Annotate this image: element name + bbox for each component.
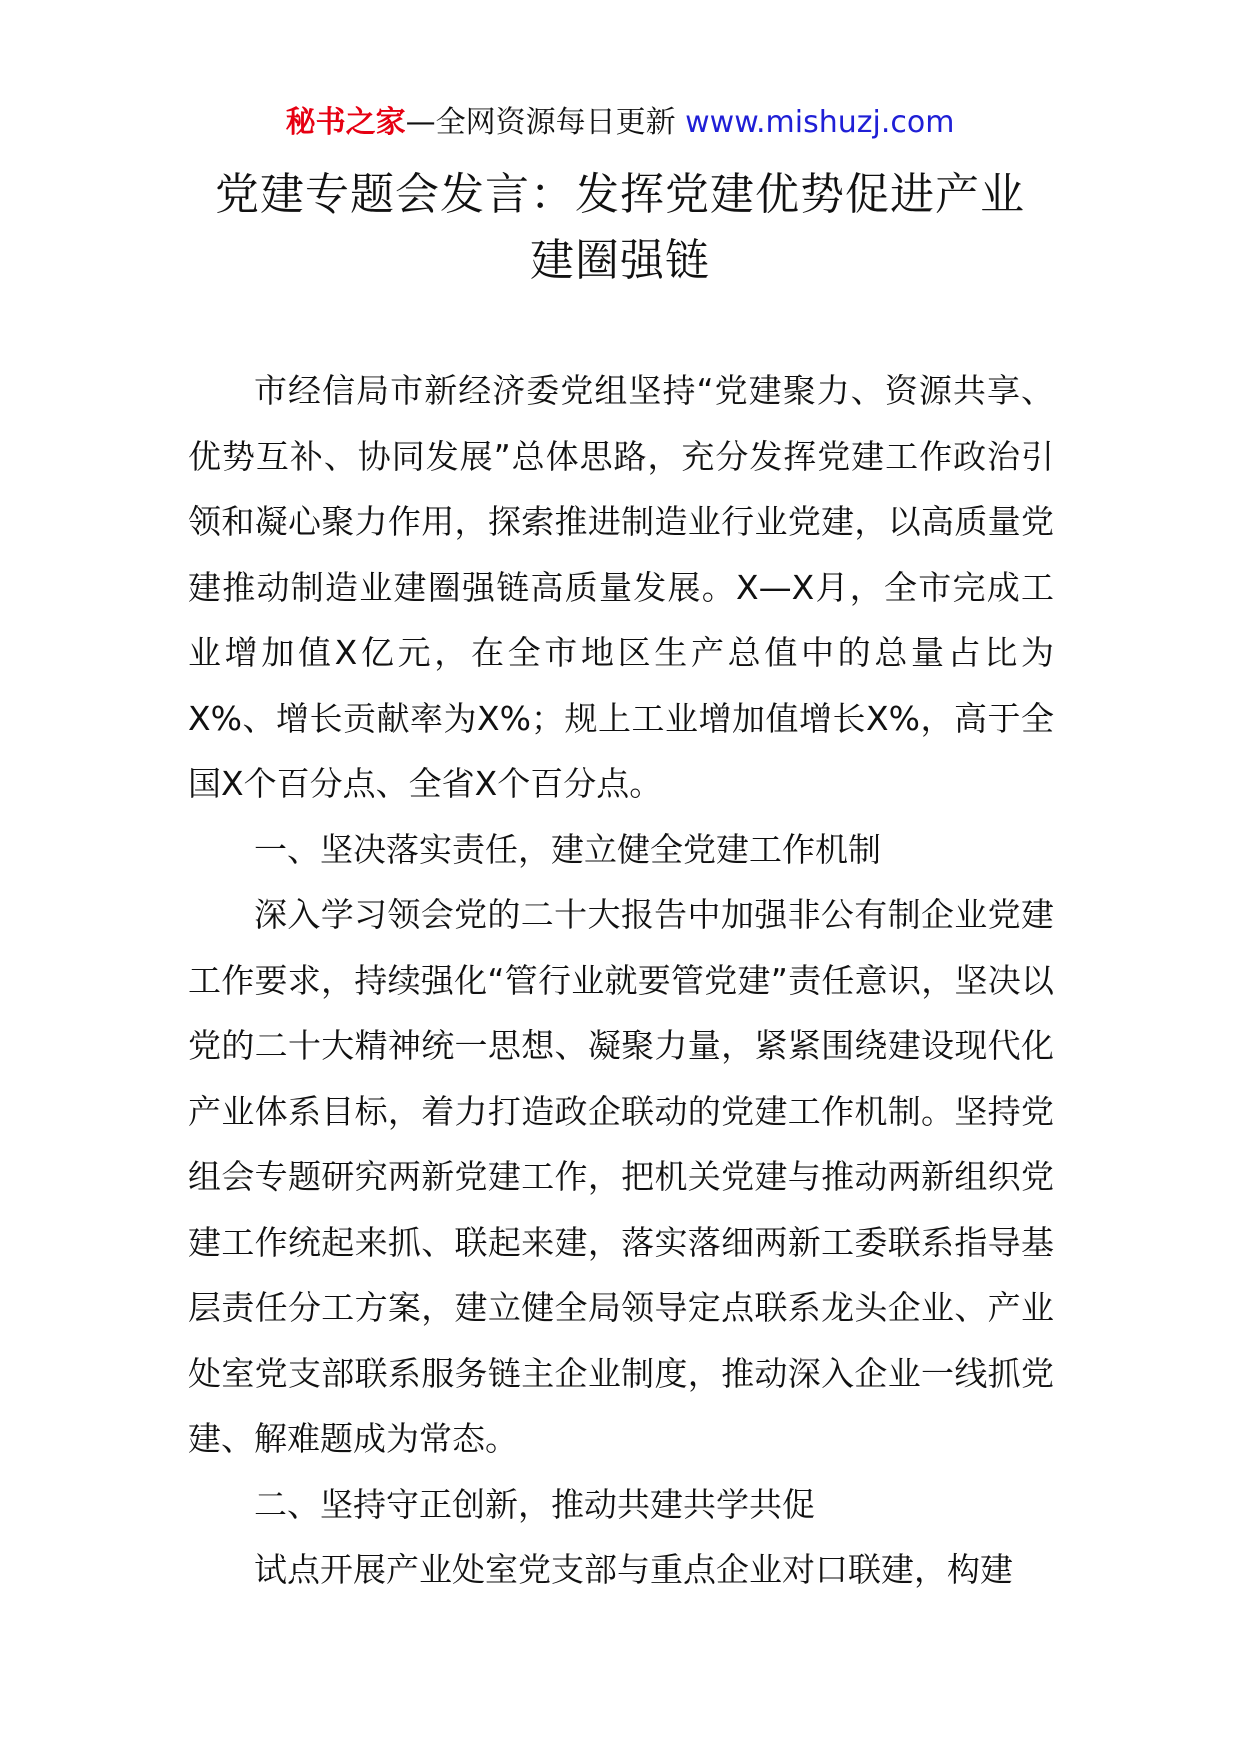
- document-title: [140, 162, 1100, 294]
- site-url-link[interactable]: www.mishuzj.com: [685, 105, 955, 140]
- section-heading-1: 一、坚决落实责任，建立健全党建工作机制: [254, 829, 881, 869]
- site-header: [0, 102, 1240, 144]
- section-heading-2: 二、坚持守正创新，推动共建共学共促: [254, 1484, 815, 1524]
- header-tagline: —全网资源每日更新: [405, 105, 686, 140]
- title-line-1: 党建专题会发言：发挥党建优势促进产业: [215, 169, 1025, 220]
- body-paragraph: 市经信局市新经济委党组坚持“党建聚力、资源共享、优势互补、协同发展”总体思路，充分发挥党建工作政治引领和凝心聚力作用，探索推进制造业行业党建，以高质量党建推动制造业建圈强链高质量发展。X—X月，全市完成工业增加值X亿元，在全市地区生产总值中的总量占比为X%、增长贡献率为X%；规上工业增加值增长X%，高于全国X个百分点、全省X个百分点。: [188, 371, 1054, 803]
- document-body: [188, 358, 1054, 1603]
- title-line-2: 建圈强链: [530, 235, 710, 286]
- brand-name: 秘书之家: [285, 105, 406, 140]
- body-paragraph: 深入学习领会党的二十大报告中加强非公有制企业党建工作要求，持续强化“管行业就要管党建”责任意识，坚决以党的二十大精神统一思想、凝聚力量，紧紧围绕建设现代化产业体系目标，着力打造政企联动的党建工作机制。坚持党组会专题研究两新党建工作，把机关党建与推动两新组织党建工作统起来抓、联起来建，落实落细两新工委联系指导基层责任分工方案，建立健全局领导定点联系龙头企业、产业处室党支部联系服务链主企业制度，推动深入企业一线抓党建、解难题成为常态。: [188, 895, 1054, 1458]
- body-paragraph: 试点开展产业处室党支部与重点企业对口联建，构建: [254, 1550, 1013, 1589]
